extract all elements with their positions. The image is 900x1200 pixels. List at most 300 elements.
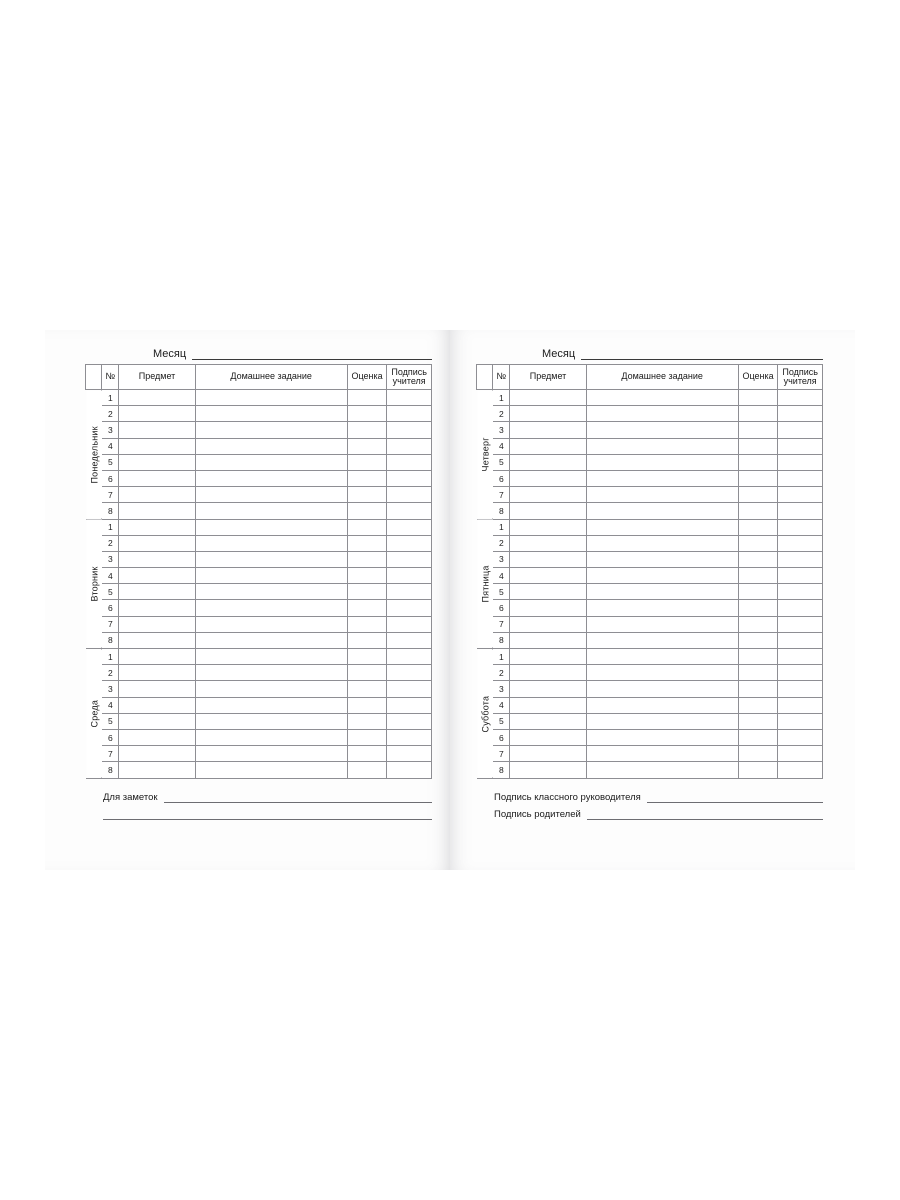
cell-homework[interactable] [195, 487, 347, 503]
month-write-line-left[interactable] [192, 347, 432, 360]
table-row [86, 470, 432, 486]
cell-mark[interactable] [347, 729, 387, 745]
table-row [86, 568, 432, 584]
cell-subject[interactable] [510, 681, 586, 697]
cell-subject[interactable] [119, 616, 195, 632]
cell-subject[interactable] [510, 632, 586, 648]
table-row [86, 487, 432, 503]
table-row [477, 406, 823, 422]
month-label-right: Месяц [542, 348, 576, 360]
header-mark: Оценка [347, 365, 387, 390]
cell-subject[interactable] [119, 470, 195, 486]
row-number: 5 [493, 584, 510, 600]
row-number: 2 [493, 665, 510, 681]
month-field-right[interactable] [476, 338, 823, 360]
row-number: 6 [493, 729, 510, 745]
cell-homework[interactable] [195, 470, 347, 486]
day-label-thursday: Четверг [477, 390, 493, 520]
cell-teacher-signature[interactable] [387, 729, 432, 745]
cell-teacher-signature[interactable] [778, 551, 823, 567]
row-number: 4 [102, 568, 119, 584]
cell-mark[interactable] [347, 470, 387, 486]
cell-subject[interactable] [510, 535, 586, 551]
cell-mark[interactable] [738, 470, 778, 486]
header-subject: Предмет [119, 365, 195, 390]
cell-teacher-signature[interactable] [387, 746, 432, 762]
cell-teacher-signature[interactable] [387, 600, 432, 616]
cell-homework[interactable] [586, 616, 738, 632]
table-row [477, 551, 823, 567]
cell-mark[interactable] [738, 568, 778, 584]
cell-homework[interactable] [195, 390, 347, 406]
cell-homework[interactable] [195, 681, 347, 697]
table-row [477, 713, 823, 729]
table-row [477, 632, 823, 648]
cell-mark[interactable] [738, 438, 778, 454]
header-teacher-signature-line1: Подпись [391, 366, 427, 377]
notes-write-line-2[interactable] [103, 809, 432, 820]
cell-homework[interactable] [195, 584, 347, 600]
cell-mark[interactable] [347, 535, 387, 551]
table-row [86, 454, 432, 470]
cell-mark[interactable] [738, 390, 778, 406]
row-number: 6 [493, 470, 510, 486]
cell-homework[interactable] [586, 584, 738, 600]
cell-subject[interactable] [119, 390, 195, 406]
cell-subject[interactable] [510, 454, 586, 470]
month-field-left[interactable] [85, 338, 432, 360]
cell-subject[interactable] [119, 519, 195, 535]
row-number: 7 [493, 746, 510, 762]
cell-teacher-signature[interactable] [387, 470, 432, 486]
cell-subject[interactable] [119, 406, 195, 422]
cell-subject[interactable] [119, 503, 195, 519]
cell-mark[interactable] [347, 697, 387, 713]
row-number: 8 [493, 503, 510, 519]
notes-field-extra[interactable] [85, 803, 432, 820]
cell-mark[interactable] [347, 438, 387, 454]
cell-subject[interactable] [510, 746, 586, 762]
cell-homework[interactable] [586, 649, 738, 665]
parent-signature-line[interactable] [587, 809, 823, 820]
cell-teacher-signature[interactable] [778, 568, 823, 584]
cell-teacher-signature[interactable] [778, 438, 823, 454]
homeroom-teacher-signature-line[interactable] [647, 792, 823, 803]
cell-homework[interactable] [586, 438, 738, 454]
cell-homework[interactable] [586, 422, 738, 438]
table-row [86, 681, 432, 697]
cell-subject[interactable] [510, 519, 586, 535]
header-teacher-signature-line2: учителя [783, 376, 817, 386]
cell-teacher-signature[interactable] [778, 697, 823, 713]
cell-mark[interactable] [347, 487, 387, 503]
cell-subject[interactable] [119, 487, 195, 503]
header-teacher-signature [387, 365, 432, 390]
table-row [477, 665, 823, 681]
table-row [86, 632, 432, 648]
header-homework: Домашнее задание [195, 365, 347, 390]
cell-homework[interactable] [195, 503, 347, 519]
cell-mark[interactable] [738, 454, 778, 470]
cell-mark[interactable] [738, 616, 778, 632]
cell-subject[interactable] [119, 632, 195, 648]
cell-teacher-signature[interactable] [778, 632, 823, 648]
cell-homework[interactable] [586, 746, 738, 762]
cell-subject[interactable] [510, 649, 586, 665]
cell-homework[interactable] [586, 762, 738, 778]
cell-mark[interactable] [738, 649, 778, 665]
cell-teacher-signature[interactable] [387, 713, 432, 729]
cell-subject[interactable] [510, 487, 586, 503]
cell-homework[interactable] [195, 551, 347, 567]
cell-teacher-signature[interactable] [387, 519, 432, 535]
cell-teacher-signature[interactable] [778, 422, 823, 438]
notes-label: Для заметок [103, 792, 158, 803]
day-label-wednesday: Среда [86, 649, 102, 779]
cell-mark[interactable] [347, 600, 387, 616]
month-write-line-right[interactable] [581, 347, 823, 360]
cell-homework[interactable] [195, 746, 347, 762]
header-number: № [493, 365, 510, 390]
cell-homework[interactable] [586, 470, 738, 486]
cell-mark[interactable] [347, 762, 387, 778]
table-header-row [477, 365, 823, 390]
header-day-spacer [86, 365, 102, 390]
table-row [477, 487, 823, 503]
notes-write-line[interactable] [164, 792, 432, 803]
cell-homework[interactable] [195, 616, 347, 632]
cell-teacher-signature[interactable] [387, 616, 432, 632]
row-number: 3 [493, 422, 510, 438]
cell-homework[interactable] [195, 762, 347, 778]
cell-teacher-signature[interactable] [387, 568, 432, 584]
parent-signature-field[interactable] [476, 803, 823, 820]
cell-mark[interactable] [738, 487, 778, 503]
header-subject: Предмет [510, 365, 586, 390]
cell-mark[interactable] [347, 406, 387, 422]
cell-teacher-signature[interactable] [387, 697, 432, 713]
cell-mark[interactable] [347, 422, 387, 438]
cell-homework[interactable] [586, 390, 738, 406]
cell-homework[interactable] [586, 568, 738, 584]
cell-subject[interactable] [510, 568, 586, 584]
cell-teacher-signature[interactable] [387, 422, 432, 438]
cell-teacher-signature[interactable] [778, 616, 823, 632]
cell-teacher-signature[interactable] [778, 454, 823, 470]
cell-subject[interactable] [510, 697, 586, 713]
cell-homework[interactable] [195, 600, 347, 616]
cell-subject[interactable] [119, 713, 195, 729]
table-row [86, 729, 432, 745]
row-number: 3 [102, 422, 119, 438]
cell-subject[interactable] [119, 697, 195, 713]
table-row [86, 422, 432, 438]
cell-homework[interactable] [195, 406, 347, 422]
cell-teacher-signature[interactable] [778, 665, 823, 681]
cell-teacher-signature[interactable] [387, 551, 432, 567]
table-row [86, 519, 432, 535]
cell-homework[interactable] [195, 519, 347, 535]
cell-homework[interactable] [195, 665, 347, 681]
cell-teacher-signature[interactable] [778, 713, 823, 729]
left-page [45, 330, 450, 870]
cell-mark[interactable] [347, 551, 387, 567]
notes-field[interactable] [85, 786, 432, 803]
table-row [86, 746, 432, 762]
homeroom-teacher-signature-field[interactable] [476, 786, 823, 803]
cell-subject[interactable] [510, 406, 586, 422]
row-number: 7 [493, 487, 510, 503]
cell-subject[interactable] [510, 665, 586, 681]
cell-mark[interactable] [347, 390, 387, 406]
cell-mark[interactable] [347, 503, 387, 519]
table-row [86, 406, 432, 422]
cell-homework[interactable] [586, 519, 738, 535]
right-notes [476, 786, 823, 820]
cell-teacher-signature[interactable] [778, 729, 823, 745]
cell-teacher-signature[interactable] [387, 665, 432, 681]
cell-teacher-signature[interactable] [387, 535, 432, 551]
cell-teacher-signature[interactable] [778, 470, 823, 486]
cell-homework[interactable] [586, 487, 738, 503]
right-page [450, 330, 855, 870]
cell-mark[interactable] [738, 422, 778, 438]
cell-teacher-signature[interactable] [778, 535, 823, 551]
cell-subject[interactable] [510, 762, 586, 778]
row-number: 4 [493, 697, 510, 713]
row-number: 7 [102, 487, 119, 503]
table-row [477, 438, 823, 454]
cell-mark[interactable] [738, 584, 778, 600]
cell-teacher-signature[interactable] [778, 681, 823, 697]
cell-mark[interactable] [738, 729, 778, 745]
cell-mark[interactable] [347, 632, 387, 648]
cell-teacher-signature[interactable] [387, 681, 432, 697]
cell-subject[interactable] [510, 584, 586, 600]
cell-teacher-signature[interactable] [387, 649, 432, 665]
table-row [477, 649, 823, 665]
table-row [86, 503, 432, 519]
cell-subject[interactable] [510, 470, 586, 486]
diary-spread [45, 330, 855, 870]
cell-homework[interactable] [195, 697, 347, 713]
table-row [86, 616, 432, 632]
table-row [86, 649, 432, 665]
cell-teacher-signature[interactable] [387, 632, 432, 648]
cell-teacher-signature[interactable] [778, 584, 823, 600]
cell-mark[interactable] [347, 454, 387, 470]
cell-mark[interactable] [738, 600, 778, 616]
row-number: 6 [102, 729, 119, 745]
header-number: № [102, 365, 119, 390]
table-row [477, 503, 823, 519]
cell-mark[interactable] [738, 503, 778, 519]
cell-mark[interactable] [738, 746, 778, 762]
table-row [477, 681, 823, 697]
row-number: 8 [493, 632, 510, 648]
cell-mark[interactable] [738, 535, 778, 551]
row-number: 1 [493, 649, 510, 665]
table-row [477, 697, 823, 713]
table-row [477, 746, 823, 762]
month-label-left: Месяц [153, 348, 187, 360]
cell-teacher-signature[interactable] [387, 406, 432, 422]
table-row [477, 390, 823, 406]
row-number: 2 [493, 406, 510, 422]
cell-subject[interactable] [510, 616, 586, 632]
cell-teacher-signature[interactable] [778, 406, 823, 422]
cell-mark[interactable] [738, 713, 778, 729]
cell-subject[interactable] [119, 438, 195, 454]
row-number: 8 [102, 503, 119, 519]
cell-subject[interactable] [119, 729, 195, 745]
cell-teacher-signature[interactable] [387, 762, 432, 778]
row-number: 1 [493, 390, 510, 406]
cell-teacher-signature[interactable] [387, 584, 432, 600]
cell-subject[interactable] [119, 568, 195, 584]
cell-homework[interactable] [586, 713, 738, 729]
cell-subject[interactable] [119, 746, 195, 762]
cell-teacher-signature[interactable] [778, 746, 823, 762]
cell-homework[interactable] [586, 697, 738, 713]
cell-homework[interactable] [195, 422, 347, 438]
cell-homework[interactable] [195, 729, 347, 745]
cell-homework[interactable] [586, 600, 738, 616]
day-label-saturday: Суббота [477, 649, 493, 779]
cell-mark[interactable] [347, 584, 387, 600]
cell-homework[interactable] [586, 406, 738, 422]
row-number: 2 [102, 535, 119, 551]
cell-subject[interactable] [119, 762, 195, 778]
cell-homework[interactable] [586, 665, 738, 681]
header-teacher-signature-line1: Подпись [782, 366, 818, 377]
cell-subject[interactable] [119, 681, 195, 697]
table-row [477, 729, 823, 745]
cell-homework[interactable] [195, 649, 347, 665]
cell-subject[interactable] [119, 535, 195, 551]
table-row [86, 584, 432, 600]
cell-mark[interactable] [738, 519, 778, 535]
cell-homework[interactable] [195, 535, 347, 551]
row-number: 4 [102, 438, 119, 454]
row-number: 1 [102, 519, 119, 535]
row-number: 7 [493, 616, 510, 632]
cell-mark[interactable] [347, 649, 387, 665]
row-number: 3 [102, 681, 119, 697]
row-number: 1 [102, 649, 119, 665]
cell-teacher-signature[interactable] [387, 438, 432, 454]
week-table-right [476, 364, 823, 779]
table-row [477, 535, 823, 551]
cell-subject[interactable] [119, 665, 195, 681]
cell-mark[interactable] [347, 713, 387, 729]
cell-homework[interactable] [195, 454, 347, 470]
table-row [86, 438, 432, 454]
cell-mark[interactable] [738, 665, 778, 681]
cell-mark[interactable] [738, 762, 778, 778]
cell-subject[interactable] [119, 454, 195, 470]
row-number: 8 [493, 762, 510, 778]
header-teacher-signature [778, 365, 823, 390]
row-number: 7 [102, 746, 119, 762]
cell-teacher-signature[interactable] [778, 762, 823, 778]
row-number: 3 [493, 551, 510, 567]
cell-subject[interactable] [510, 422, 586, 438]
cell-homework[interactable] [195, 632, 347, 648]
cell-subject[interactable] [119, 584, 195, 600]
header-teacher-signature-line2: учителя [392, 376, 426, 386]
row-number: 3 [102, 551, 119, 567]
cell-subject[interactable] [119, 649, 195, 665]
day-label-tuesday: Вторник [86, 519, 102, 649]
cell-subject[interactable] [510, 503, 586, 519]
cell-homework[interactable] [586, 551, 738, 567]
cell-teacher-signature[interactable] [387, 487, 432, 503]
cell-mark[interactable] [347, 616, 387, 632]
cell-subject[interactable] [119, 600, 195, 616]
cell-teacher-signature[interactable] [778, 390, 823, 406]
header-day-spacer [477, 365, 493, 390]
day-label-friday: Пятница [477, 519, 493, 649]
cell-homework[interactable] [586, 681, 738, 697]
row-number: 1 [102, 390, 119, 406]
cell-mark[interactable] [347, 519, 387, 535]
table-row [86, 713, 432, 729]
cell-subject[interactable] [510, 600, 586, 616]
cell-homework[interactable] [586, 632, 738, 648]
cell-teacher-signature[interactable] [778, 519, 823, 535]
cell-subject[interactable] [510, 390, 586, 406]
cell-homework[interactable] [195, 713, 347, 729]
cell-subject[interactable] [510, 551, 586, 567]
table-row [477, 616, 823, 632]
cell-teacher-signature[interactable] [778, 503, 823, 519]
cell-homework[interactable] [586, 454, 738, 470]
cell-mark[interactable] [738, 551, 778, 567]
cell-mark[interactable] [347, 746, 387, 762]
cell-subject[interactable] [510, 729, 586, 745]
cell-mark[interactable] [738, 406, 778, 422]
cell-subject[interactable] [119, 422, 195, 438]
table-row [477, 470, 823, 486]
table-row [477, 762, 823, 778]
left-notes [85, 786, 432, 820]
cell-mark[interactable] [347, 681, 387, 697]
cell-homework[interactable] [195, 438, 347, 454]
cell-subject[interactable] [510, 438, 586, 454]
cell-homework[interactable] [195, 568, 347, 584]
cell-mark[interactable] [347, 568, 387, 584]
row-number: 2 [102, 406, 119, 422]
cell-teacher-signature[interactable] [387, 503, 432, 519]
row-number: 6 [493, 600, 510, 616]
cell-teacher-signature[interactable] [778, 487, 823, 503]
cell-mark[interactable] [738, 632, 778, 648]
cell-homework[interactable] [586, 503, 738, 519]
cell-homework[interactable] [586, 535, 738, 551]
table-row [86, 390, 432, 406]
cell-teacher-signature[interactable] [778, 600, 823, 616]
cell-homework[interactable] [586, 729, 738, 745]
cell-mark[interactable] [738, 681, 778, 697]
cell-teacher-signature[interactable] [387, 454, 432, 470]
cell-subject[interactable] [510, 713, 586, 729]
cell-mark[interactable] [347, 665, 387, 681]
cell-mark[interactable] [738, 697, 778, 713]
cell-subject[interactable] [119, 551, 195, 567]
cell-teacher-signature[interactable] [387, 390, 432, 406]
cell-teacher-signature[interactable] [778, 649, 823, 665]
